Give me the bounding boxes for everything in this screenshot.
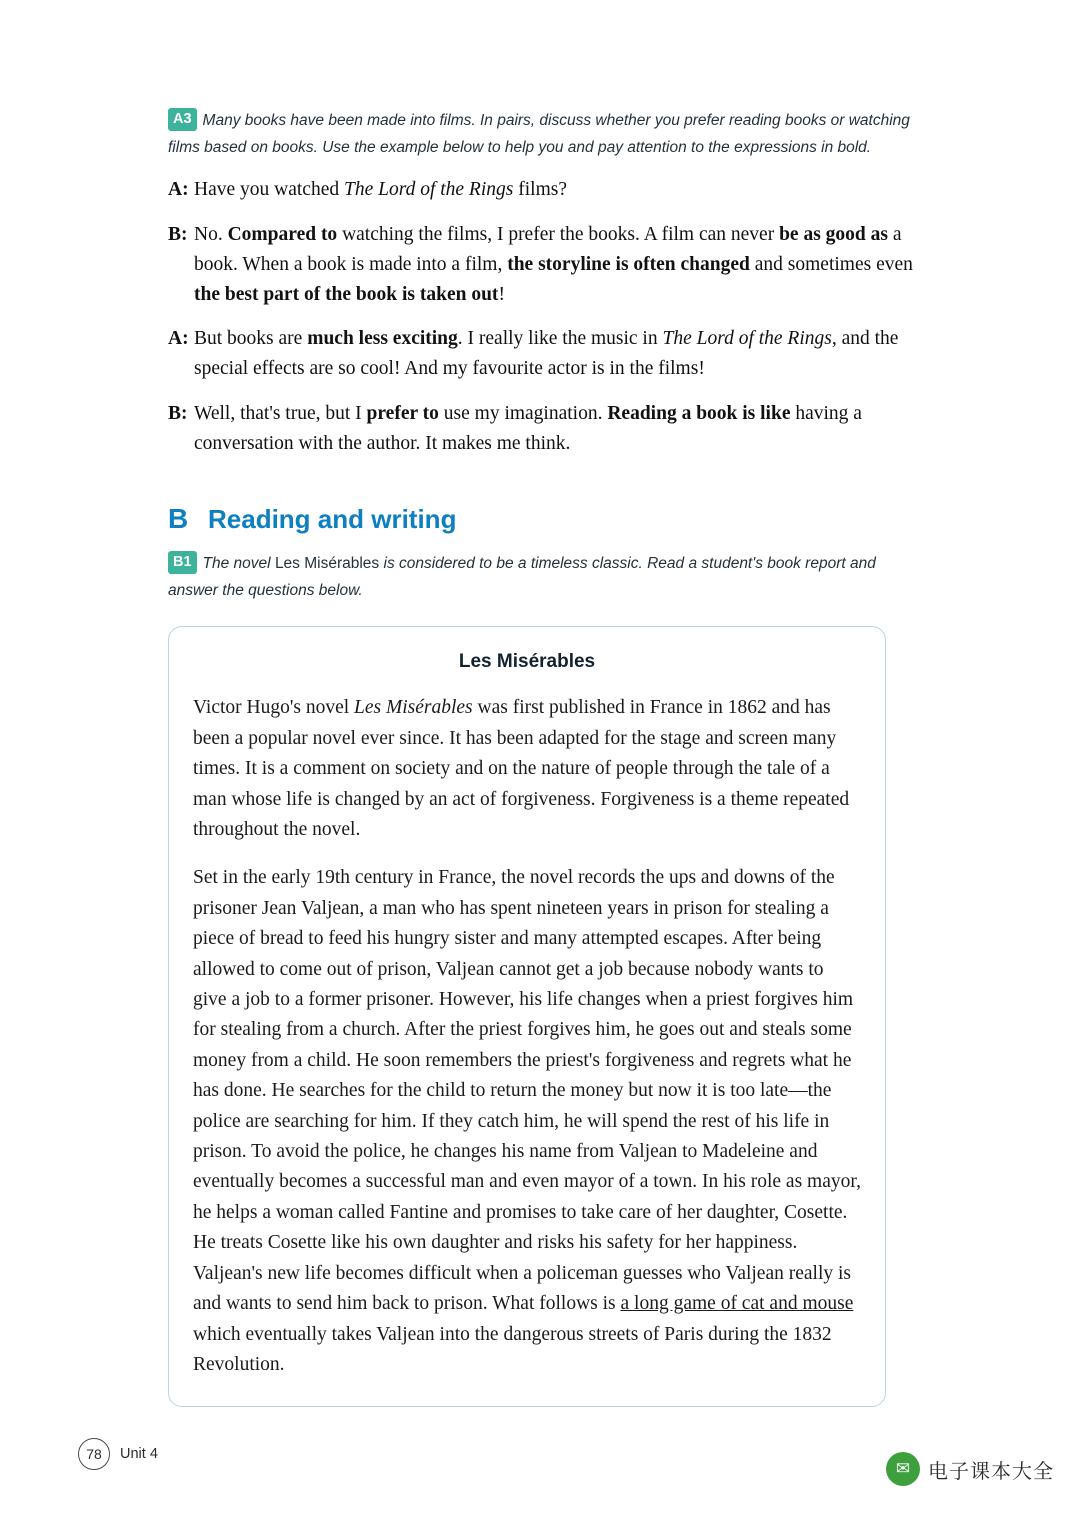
text-run: having a conversation with the author. It makes me think. [194,402,862,454]
italic-phrase: The Lord of the Rings [343,179,514,201]
dialogue-speaker: A: [168,328,189,350]
dialogue-speaker: B: [168,223,188,245]
dialogue-turn [168,399,930,459]
dialogue-line [194,324,930,384]
watermark [886,1452,1054,1486]
bold-phrase: Compared to [227,223,338,245]
wechat-icon: ✉ [886,1452,920,1486]
text-run: films? [513,179,567,201]
bold-phrase: the storyline is often changed [507,253,750,275]
text-run: use my imagination. [438,402,608,424]
dialogue-turn [168,175,930,205]
exercise-b1-instruction [168,551,930,604]
b1-text-pre: The novel [202,555,275,573]
section-heading-b [168,503,930,535]
section-title: Reading and writing [208,504,457,535]
text-run: No. [194,223,228,245]
book-report-title: Les Misérables [458,651,596,673]
bold-phrase: be as good as [779,223,888,245]
section-letter: B [168,503,189,535]
b1-book-title: Les Misérables [274,555,380,573]
text-run: , and the special effects are so cool! And my favourite actor is in the films! [194,328,899,380]
page-footer [78,1438,158,1470]
text-run: Have you watched [194,179,344,201]
text-run: was first published in France in 1862 and has been a popular novel ever since. It has been adapted for the stage and screen many times. It is a comment on society and on the nature of people through the tale of a man whose life is changed by an act of forgiveness. Forgiveness is a theme repeated throughout the novel. [193,697,850,840]
exercise-tag-a3: A3 [168,108,197,131]
text-run: Well, that's true, but I [194,402,367,424]
unit-label: Unit 4 [120,1446,158,1462]
text-run: watching the films, I prefer the books. A film can never [337,223,780,245]
bold-phrase: much less exciting [307,328,458,350]
dialogue-line [194,220,930,311]
watermark-text: 电子课本大全 [928,1460,1054,1483]
exercise-a3-instruction [168,108,930,161]
dialogue-turn [168,324,930,384]
dialogue-turn [168,220,930,311]
italic-phrase: The Lord of the Rings [662,328,832,350]
bold-phrase: Reading a book is like [607,402,791,424]
text-run: Set in the early 19th century in France, the novel records the ups and downs of the prisoner Jean Valjean, a man who has spent nineteen years in prison for stealing a piece of bread to feed his hungry sister and many attempted escapes. After being allowed to come out of prison, Valjean cannot get a job because nobody wants to give a job to a former prisoner. However, his life changes when a priest forgives him for stealing from a church. After the priest forgives him, he goes out and steals some money from a child. He soon remembers the priest's forgiveness and regrets what he has done. He searches for the child to return the money but now it is too late—the police are searching for him. If they catch him, he will spend the rest of his life in prison. To avoid the police, he changes his name from Valjean to Madeleine and eventually becomes a successful man and even mayor of a town. In his role as mayor, he helps a woman called Fantine and promises to take care of her daughter, Cosette. He treats Cosette like his own daughter and risks his safety for her happiness. Valjean's new life becomes difficult when a policeman guesses who Valjean really is and wants to send him back to prison. What follows is [193,867,861,1315]
dialogue-line [194,175,930,205]
dialogue-speaker: A: [168,179,189,201]
exercise-tag-b1: B1 [168,551,197,574]
dialogue-line [194,399,930,459]
bold-phrase: prefer to [366,402,439,424]
dialogue-speaker: B: [168,402,188,424]
text-run: which eventually takes Valjean into the dangerous streets of Paris during the 1832 Revolution. [193,1323,832,1375]
text-run: . I really like the music in [457,328,663,350]
text-run: and sometimes even [749,253,913,275]
page-number: 78 [78,1438,110,1470]
book-report-body [193,693,861,1380]
page-content [168,108,930,1407]
underlined-phrase: a long game of cat and mouse [620,1293,854,1315]
text-run: a book. When a book is made into a film, [194,223,902,275]
text-run: Victor Hugo's novel [193,697,355,719]
dialogue-block [168,175,930,459]
exercise-a3-instruction-text: Many books have been made into films. In pairs, discuss whether you prefer reading books or watching films based on books. Use the example below to help you and pay attention to the expressions in bold. [168,112,910,156]
italic-phrase: Les Misérables [354,697,473,719]
text-run: ! [498,283,505,305]
text-run: But books are [194,328,308,350]
book-report-box [168,626,886,1407]
report-paragraph [193,863,861,1380]
report-paragraph [193,693,861,845]
bold-phrase: the best part of the book is taken out [194,283,499,305]
b1-text-post: is considered to be a timeless classic. Read a student's book report and answer the questions below. [168,555,876,599]
